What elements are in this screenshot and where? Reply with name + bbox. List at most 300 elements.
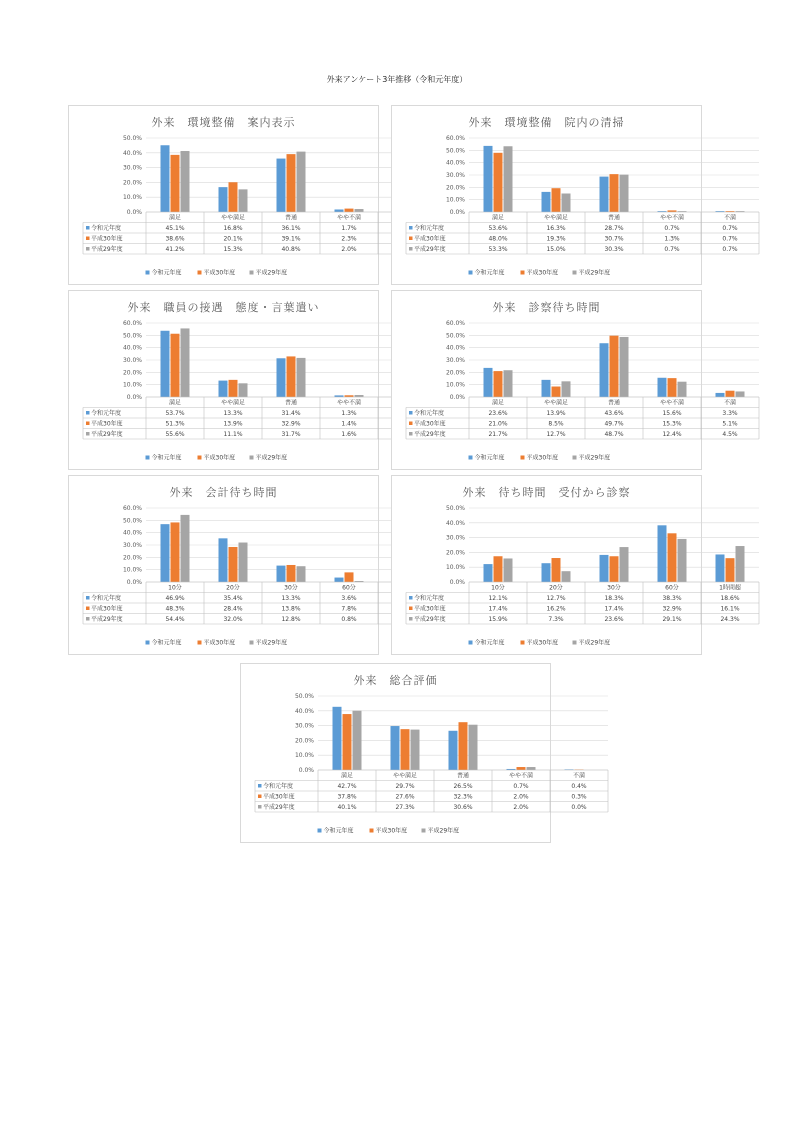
data-label: 8.5%	[548, 420, 564, 428]
data-label: 43.6%	[604, 410, 624, 417]
category-label: 普通	[284, 399, 298, 407]
legend-key	[86, 226, 90, 230]
data-label: 0.7%	[664, 246, 680, 253]
bar	[391, 726, 400, 770]
legend-key	[258, 795, 262, 799]
series-name: 平成30年度	[414, 235, 446, 243]
data-label: 13.9%	[223, 420, 243, 428]
series-name: 平成29年度	[91, 246, 123, 253]
y-tick-label: 50.0%	[445, 147, 465, 155]
y-tick-label: 0.0%	[126, 209, 142, 216]
legend-label: 令和元年度	[151, 639, 182, 647]
legend-label: 平成30年度	[203, 639, 236, 647]
bar	[459, 722, 468, 770]
bar	[345, 572, 354, 582]
legend-swatch	[198, 271, 202, 275]
data-label: 26.5%	[453, 783, 473, 790]
y-tick-label: 30.0%	[294, 722, 314, 730]
chart-svg	[241, 664, 587, 842]
legend-swatch	[573, 271, 577, 275]
data-label: 15.6%	[662, 410, 682, 417]
y-tick-label: 40.0%	[445, 344, 465, 352]
bar	[219, 187, 228, 212]
bar	[504, 370, 513, 397]
y-tick-label: 30.0%	[122, 164, 142, 172]
chart-panel-reception-wait	[391, 475, 741, 655]
data-label: 16.2%	[546, 605, 566, 613]
series-name: 令和元年度	[414, 410, 445, 417]
bar	[449, 731, 458, 770]
bar	[562, 194, 571, 213]
category-label: 満足	[168, 399, 182, 407]
bar	[181, 151, 190, 212]
bar	[287, 356, 296, 397]
bar	[504, 146, 513, 212]
category-label: 30分	[607, 584, 621, 592]
y-tick-label: 60.0%	[445, 320, 465, 327]
bar	[181, 328, 190, 397]
legend-key	[258, 805, 262, 809]
data-label: 15.3%	[662, 420, 682, 428]
legend-swatch	[146, 456, 150, 460]
category-label: 普通	[607, 214, 621, 222]
bar	[239, 189, 248, 212]
bar	[297, 152, 306, 212]
bar	[297, 566, 306, 582]
legend-key	[409, 596, 413, 600]
bar	[411, 730, 420, 770]
legend-label: 平成30年度	[526, 639, 559, 647]
data-label: 0.3%	[571, 793, 587, 801]
chart-panel-guide-signs	[68, 105, 379, 285]
category-label: 満足	[491, 399, 505, 407]
y-tick-label: 10.0%	[122, 194, 142, 202]
chart-svg	[69, 291, 378, 469]
y-tick-label: 20.0%	[445, 184, 465, 192]
series-name: 平成30年度	[91, 235, 123, 243]
chart-svg	[392, 291, 738, 469]
series-name: 平成29年度	[91, 616, 123, 623]
y-tick-label: 10.0%	[294, 752, 314, 760]
y-tick-label: 30.0%	[122, 542, 142, 549]
data-label: 0.7%	[722, 235, 738, 243]
data-label: 5.1%	[722, 420, 738, 428]
y-tick-label: 50.0%	[122, 135, 142, 142]
data-label: 16.8%	[223, 225, 243, 232]
bar	[668, 533, 677, 582]
data-label: 32.3%	[453, 793, 473, 801]
legend-swatch	[469, 456, 473, 460]
data-label: 13.3%	[223, 410, 243, 417]
data-label: 12.1%	[488, 595, 508, 602]
y-tick-label: 10.0%	[445, 196, 465, 204]
category-label: やや不満	[336, 399, 362, 407]
bar	[484, 146, 493, 212]
data-label: 30.6%	[453, 804, 473, 811]
bar	[600, 177, 609, 212]
data-label: 48.0%	[488, 235, 508, 243]
bar	[736, 546, 745, 582]
legend-label: 平成30年度	[203, 269, 236, 277]
data-label: 37.8%	[337, 793, 357, 801]
legend-swatch	[250, 641, 254, 645]
bar	[600, 343, 609, 397]
bar	[542, 380, 551, 397]
bar	[504, 558, 513, 582]
chart-panel-cleaning	[391, 105, 738, 285]
y-tick-label: 30.0%	[445, 357, 465, 364]
legend-key	[258, 784, 262, 788]
y-tick-label: 50.0%	[122, 517, 142, 525]
bar	[668, 378, 677, 397]
bar	[219, 381, 228, 397]
data-label: 28.4%	[223, 605, 243, 613]
data-label: 15.3%	[223, 246, 243, 253]
data-label: 23.6%	[488, 410, 508, 417]
data-label: 32.0%	[223, 616, 243, 623]
bar	[484, 564, 493, 582]
bar	[239, 383, 248, 397]
data-label: 41.2%	[165, 246, 185, 253]
data-label: 15.9%	[488, 616, 508, 623]
series-name: 平成29年度	[91, 431, 123, 438]
data-label: 53.3%	[488, 246, 508, 253]
data-label: 51.3%	[165, 420, 185, 428]
data-label: 11.1%	[223, 431, 243, 438]
data-label: 30.3%	[604, 246, 624, 253]
data-label: 21.0%	[488, 420, 508, 428]
data-label: 0.0%	[571, 804, 587, 811]
chart-svg	[392, 476, 741, 654]
bar	[716, 393, 725, 397]
data-label: 40.1%	[337, 804, 357, 811]
series-name: 平成29年度	[414, 616, 446, 623]
data-label: 4.5%	[722, 431, 738, 438]
bar	[171, 155, 180, 212]
bar	[171, 522, 180, 582]
bar	[345, 209, 354, 212]
legend-key	[86, 237, 90, 241]
y-tick-label: 30.0%	[445, 534, 465, 542]
chart-panel-billing-wait	[68, 475, 379, 655]
legend-key	[409, 247, 413, 251]
bar	[620, 175, 629, 212]
bar	[620, 547, 629, 582]
data-label: 24.3%	[720, 616, 740, 623]
bar	[469, 725, 478, 770]
category-label: 20分	[549, 584, 563, 592]
document-title: 外来アンケート3年推移（令和元年度）	[326, 75, 468, 84]
legend-swatch	[370, 829, 374, 833]
category-label: 不満	[572, 772, 586, 780]
series-name: 令和元年度	[263, 783, 294, 790]
y-tick-label: 40.0%	[445, 519, 465, 527]
legend-key	[86, 432, 90, 436]
legend-label: 平成30年度	[526, 454, 559, 462]
data-label: 54.4%	[165, 616, 185, 623]
y-tick-label: 20.0%	[122, 369, 142, 377]
legend-key	[86, 596, 90, 600]
data-label: 7.3%	[548, 616, 564, 623]
bar	[542, 563, 551, 582]
legend-label: 令和元年度	[474, 639, 505, 647]
chart-svg	[69, 106, 378, 284]
chart-title: 外来 診察待ち時間	[492, 301, 601, 314]
data-label: 27.6%	[395, 793, 415, 801]
legend-label: 令和元年度	[474, 454, 505, 462]
bar	[287, 565, 296, 582]
category-label: 60分	[665, 584, 679, 592]
legend-label: 平成30年度	[203, 454, 236, 462]
category-label: 普通	[607, 399, 621, 407]
data-label: 23.6%	[604, 616, 624, 623]
legend-label: 平成29年度	[427, 827, 460, 835]
legend-label: 平成29年度	[578, 269, 611, 277]
data-label: 12.4%	[662, 431, 682, 438]
series-name: 平成29年度	[414, 246, 446, 253]
legend-swatch	[469, 271, 473, 275]
data-label: 2.0%	[341, 246, 357, 253]
bar	[716, 554, 725, 582]
data-label: 0.8%	[341, 616, 357, 623]
legend-key	[86, 411, 90, 415]
data-label: 42.7%	[337, 783, 357, 790]
category-label: やや不満	[659, 214, 685, 222]
legend-key	[86, 247, 90, 251]
y-tick-label: 50.0%	[294, 693, 314, 700]
data-label: 15.0%	[546, 246, 566, 253]
legend-key	[409, 617, 413, 621]
category-label: 60分	[342, 584, 356, 592]
chart-title: 外来 環境整備 案内表示	[151, 116, 296, 129]
y-tick-label: 0.0%	[449, 209, 465, 216]
chart-title: 外来 環境整備 院内の清掃	[468, 116, 625, 129]
bar	[610, 556, 619, 582]
y-tick-label: 10.0%	[122, 381, 142, 389]
y-tick-label: 20.0%	[122, 179, 142, 187]
legend-swatch	[469, 641, 473, 645]
bar	[181, 515, 190, 582]
bar	[494, 371, 503, 397]
legend-swatch	[146, 641, 150, 645]
category-label: やや満足	[543, 214, 569, 222]
category-label: 不満	[723, 399, 737, 407]
y-tick-label: 10.0%	[445, 564, 465, 572]
bar	[219, 538, 228, 582]
data-label: 28.7%	[604, 225, 624, 232]
data-label: 31.7%	[281, 431, 301, 438]
series-name: 平成29年度	[263, 804, 295, 811]
series-name: 令和元年度	[414, 225, 445, 232]
chart-svg	[392, 106, 738, 284]
data-label: 17.4%	[604, 605, 624, 613]
series-name: 令和元年度	[91, 225, 122, 232]
chart-panel-overall	[240, 663, 587, 843]
bar	[297, 358, 306, 397]
data-label: 1.7%	[341, 225, 357, 232]
y-tick-label: 10.0%	[445, 381, 465, 389]
y-tick-label: 60.0%	[122, 320, 142, 327]
legend-label: 令和元年度	[323, 827, 354, 835]
bar	[726, 558, 735, 582]
bar	[161, 145, 170, 212]
legend-key	[409, 237, 413, 241]
y-tick-label: 10.0%	[122, 566, 142, 574]
data-label: 20.1%	[223, 235, 243, 243]
data-label: 0.7%	[722, 246, 738, 253]
bar	[335, 578, 344, 582]
category-label: やや不満	[508, 772, 534, 780]
data-label: 27.3%	[395, 804, 415, 811]
legend-swatch	[198, 456, 202, 460]
data-label: 1.3%	[341, 410, 357, 417]
data-label: 16.1%	[720, 605, 740, 613]
bar	[335, 209, 344, 212]
data-label: 1.3%	[664, 235, 680, 243]
data-label: 1.4%	[341, 420, 357, 428]
y-tick-label: 40.0%	[122, 344, 142, 352]
bar	[401, 729, 410, 770]
data-label: 45.1%	[165, 225, 185, 232]
data-label: 2.3%	[341, 235, 357, 243]
category-label: 1時間超	[719, 584, 741, 592]
legend-label: 平成29年度	[255, 269, 288, 277]
y-tick-label: 0.0%	[298, 767, 314, 774]
data-label: 0.7%	[513, 783, 529, 790]
data-label: 12.7%	[546, 595, 566, 602]
bar	[658, 525, 667, 582]
data-label: 13.9%	[546, 410, 566, 417]
chart-panel-exam-wait	[391, 290, 738, 470]
data-label: 1.6%	[341, 431, 357, 438]
y-tick-label: 50.0%	[122, 332, 142, 340]
bar	[343, 714, 352, 770]
legend-swatch	[198, 641, 202, 645]
data-label: 0.7%	[722, 225, 738, 232]
bar	[277, 358, 286, 397]
bar	[277, 566, 286, 582]
bar	[494, 153, 503, 212]
legend-key	[86, 617, 90, 621]
data-label: 12.7%	[546, 431, 566, 438]
category-label: やや満足	[392, 772, 418, 780]
bar	[484, 368, 493, 397]
series-name: 令和元年度	[414, 595, 445, 602]
y-tick-label: 40.0%	[122, 149, 142, 157]
data-label: 36.1%	[281, 225, 301, 232]
category-label: 普通	[284, 214, 298, 222]
series-name: 令和元年度	[91, 595, 122, 602]
bar	[287, 154, 296, 212]
legend-label: 令和元年度	[151, 269, 182, 277]
data-label: 2.0%	[513, 804, 529, 811]
legend-key	[409, 411, 413, 415]
data-label: 3.3%	[722, 410, 738, 417]
bar	[658, 378, 667, 397]
chart-title: 外来 会計待ち時間	[169, 486, 278, 499]
data-label: 2.0%	[513, 793, 529, 801]
bar	[552, 387, 561, 397]
category-label: やや不満	[336, 214, 362, 222]
y-tick-label: 40.0%	[445, 159, 465, 167]
bar	[610, 336, 619, 397]
legend-label: 平成29年度	[578, 639, 611, 647]
data-label: 38.6%	[165, 235, 185, 243]
data-label: 0.4%	[571, 783, 587, 790]
category-label: 不満	[723, 214, 737, 222]
legend-key	[86, 607, 90, 611]
legend-label: 平成29年度	[255, 639, 288, 647]
legend-swatch	[573, 641, 577, 645]
category-label: 普通	[456, 772, 470, 780]
legend-swatch	[250, 456, 254, 460]
bar	[562, 571, 571, 582]
data-label: 48.7%	[604, 431, 624, 438]
data-label: 18.3%	[604, 595, 624, 602]
bar	[229, 380, 238, 397]
bar	[161, 331, 170, 397]
data-label: 38.3%	[662, 595, 682, 602]
legend-label: 平成29年度	[578, 454, 611, 462]
data-label: 46.9%	[165, 595, 185, 602]
bar	[610, 174, 619, 212]
y-tick-label: 30.0%	[122, 357, 142, 364]
bar	[494, 556, 503, 582]
category-label: 満足	[168, 214, 182, 222]
legend-label: 平成30年度	[526, 269, 559, 277]
bar	[678, 382, 687, 397]
category-label: やや満足	[220, 214, 246, 222]
bar	[355, 209, 364, 212]
bar	[542, 192, 551, 212]
legend-label: 平成29年度	[255, 454, 288, 462]
y-tick-label: 20.0%	[294, 737, 314, 745]
bar	[171, 334, 180, 397]
data-label: 35.4%	[223, 595, 243, 602]
y-tick-label: 20.0%	[122, 554, 142, 562]
legend-swatch	[521, 641, 525, 645]
bar	[552, 188, 561, 212]
data-label: 16.3%	[546, 225, 566, 232]
category-label: 満足	[491, 214, 505, 222]
data-label: 12.8%	[281, 616, 301, 623]
category-label: やや満足	[220, 399, 246, 407]
legend-label: 令和元年度	[474, 269, 505, 277]
bar	[161, 524, 170, 582]
legend-swatch	[250, 271, 254, 275]
series-name: 令和元年度	[91, 410, 122, 417]
bar	[552, 558, 561, 582]
legend-swatch	[521, 456, 525, 460]
category-label: 20分	[226, 584, 240, 592]
chart-title: 外来 職員の接遇 態度・言葉遣い	[127, 301, 320, 314]
chart-svg	[69, 476, 378, 654]
y-tick-label: 0.0%	[449, 579, 465, 586]
bar	[277, 159, 286, 212]
series-name: 平成30年度	[414, 420, 446, 428]
data-label: 31.4%	[281, 410, 301, 417]
data-label: 13.8%	[281, 605, 301, 613]
series-name: 平成30年度	[263, 793, 295, 801]
y-tick-label: 50.0%	[445, 505, 465, 512]
bar	[620, 337, 629, 397]
data-label: 53.6%	[488, 225, 508, 232]
category-label: 10分	[491, 584, 505, 592]
legend-swatch	[573, 456, 577, 460]
category-label: 満足	[340, 772, 354, 780]
data-label: 40.8%	[281, 246, 301, 253]
y-tick-label: 20.0%	[445, 369, 465, 377]
